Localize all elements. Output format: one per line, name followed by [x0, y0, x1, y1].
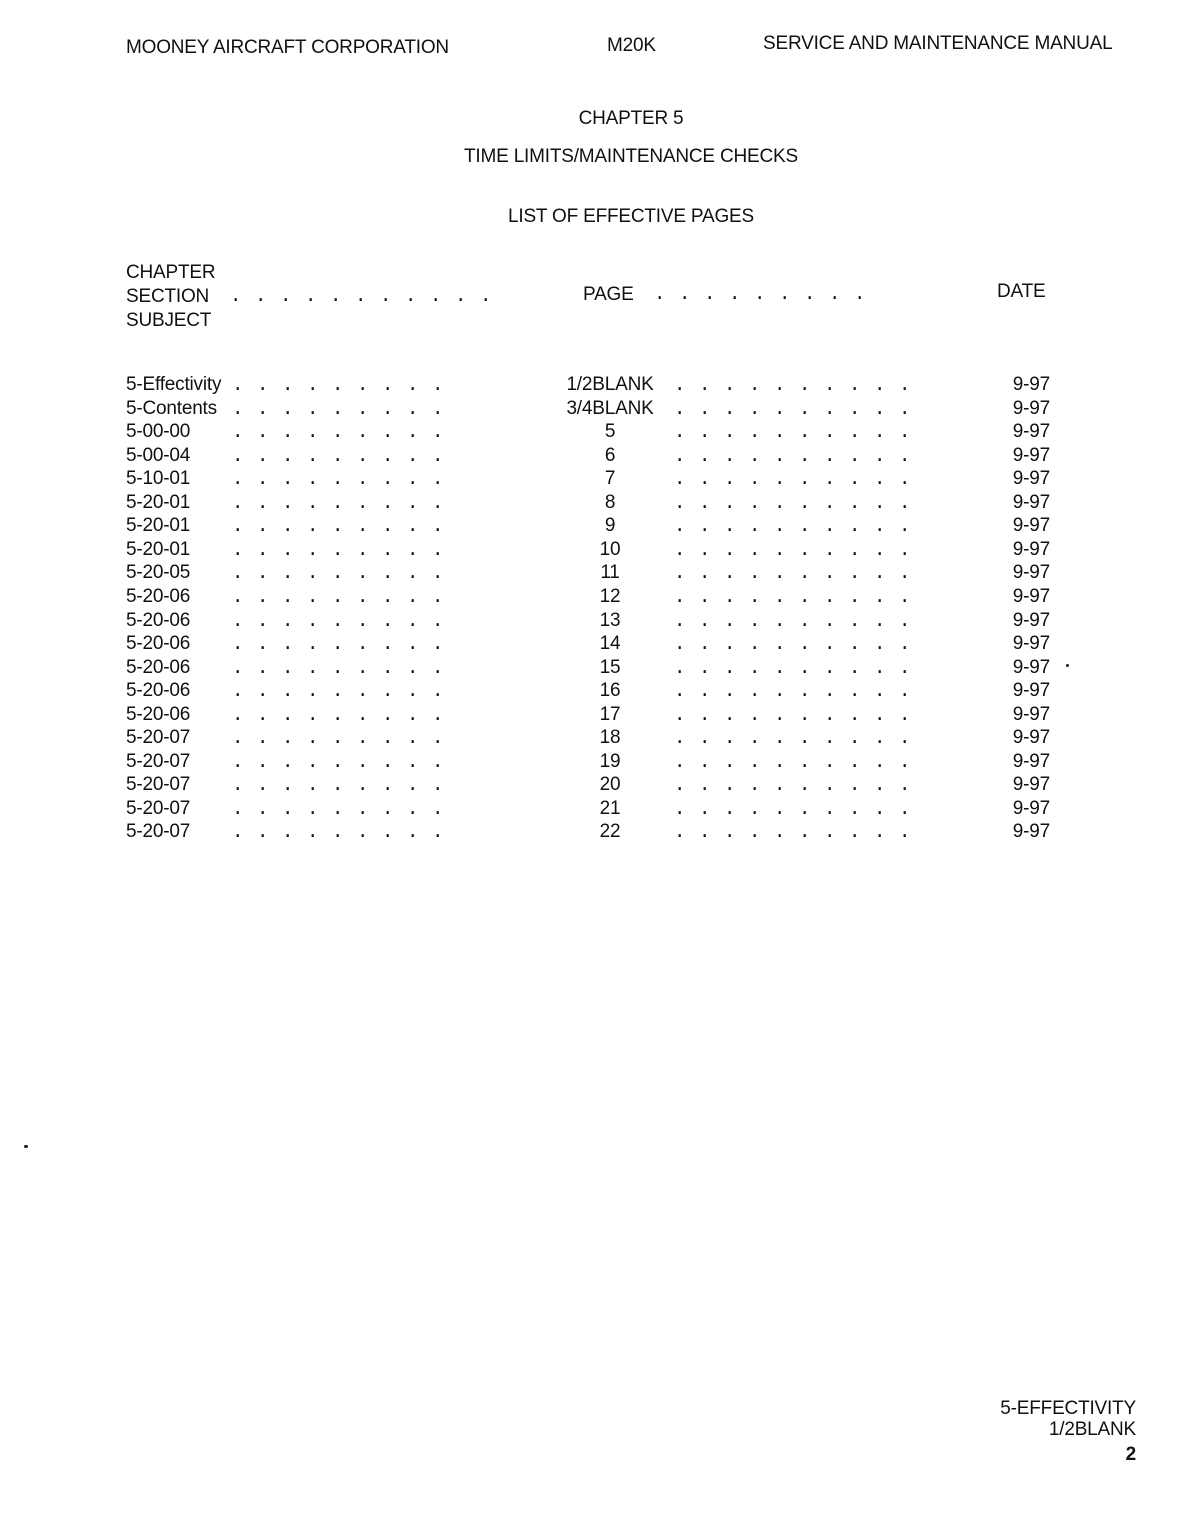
entry-page: 6	[604, 444, 616, 466]
entry-date: 9-97	[1012, 609, 1050, 631]
leader-dots: ..........	[674, 491, 925, 514]
column-header-subject	[126, 261, 215, 333]
leader-dots: .........	[232, 421, 458, 444]
list-item	[126, 398, 1056, 422]
entry-page: 11	[600, 562, 620, 584]
entry-date: 9-97	[1012, 703, 1050, 725]
leader-dots: .........	[232, 680, 458, 703]
list-item	[126, 539, 1056, 563]
entry-page: 3/4BLANK	[566, 397, 654, 419]
leader-dots: ..........	[674, 797, 925, 820]
leader-dots: ...........	[230, 285, 506, 307]
leader-dots: .........	[232, 797, 458, 820]
leader-dots: ..........	[674, 750, 925, 773]
leader-dots: .........	[232, 397, 458, 420]
entry-date: 9-97	[1012, 585, 1050, 607]
entry-date: 9-97	[1012, 515, 1050, 537]
entry-date: 9-97	[1012, 821, 1050, 843]
column-header-subject-label: SUBJECT	[126, 310, 212, 331]
list-item	[126, 774, 1056, 798]
column-header-chapter: CHAPTER	[126, 262, 216, 283]
leader-dots: ..........	[674, 656, 925, 679]
leader-dots: .........	[232, 633, 458, 656]
leader-dots: .........	[232, 538, 458, 561]
entry-subject: 5-20-06	[126, 585, 191, 607]
leader-dots: .........	[232, 444, 458, 467]
entry-page: 5	[604, 421, 616, 443]
entry-subject: 5-20-07	[126, 750, 191, 772]
entry-date: 9-97	[1012, 774, 1050, 796]
list-item	[126, 374, 1056, 398]
list-item	[126, 821, 1056, 845]
entry-subject: 5-20-06	[126, 656, 191, 678]
entry-date: 9-97	[1012, 656, 1050, 678]
leader-dots: .........	[232, 750, 458, 773]
entry-page: 7	[604, 468, 616, 490]
entry-subject: 5-20-06	[126, 703, 191, 725]
leader-dots: ..........	[674, 680, 925, 703]
entry-page: 15	[599, 656, 621, 678]
entry-subject: 5-20-07	[126, 727, 191, 749]
leader-dots: ..........	[674, 774, 925, 797]
column-header-date: DATE	[997, 281, 1046, 302]
list-item	[126, 421, 1056, 445]
entry-subject: 5-Effectivity	[126, 374, 222, 395]
entry-subject: 5-20-01	[126, 515, 191, 537]
list-item	[126, 704, 1056, 728]
entry-page: 21	[599, 797, 621, 819]
leader-dots: ..........	[674, 821, 925, 844]
leader-dots: .........	[232, 491, 458, 514]
leader-dots: ..........	[674, 609, 925, 632]
entry-page: 1/2BLANK	[566, 374, 654, 395]
entry-page: 22	[599, 821, 621, 843]
leader-dots: ..........	[674, 633, 925, 656]
entry-page: 16	[599, 680, 621, 702]
header-manual-title: SERVICE AND MAINTENANCE MANUAL	[763, 33, 1113, 54]
leader-dots: ..........	[674, 374, 925, 396]
entry-subject: 5-00-00	[126, 421, 191, 443]
entry-page: 17	[599, 703, 621, 725]
entry-page: 20	[599, 774, 621, 796]
entry-date: 9-97	[1012, 444, 1050, 466]
entry-page: 8	[604, 491, 616, 513]
leader-dots: ..........	[674, 444, 925, 467]
entry-page: 14	[599, 633, 621, 655]
leader-dots: ..........	[674, 703, 925, 726]
list-item	[126, 586, 1056, 610]
entry-subject: 5-20-05	[126, 562, 191, 584]
entry-subject: 5-10-01	[126, 468, 191, 490]
scan-speck	[1066, 664, 1069, 667]
leader-dots: .........	[232, 468, 458, 491]
list-item	[126, 515, 1056, 539]
list-item	[126, 680, 1056, 704]
entry-date: 9-97	[1012, 562, 1050, 584]
scan-speck	[24, 1145, 28, 1148]
entry-page: 12	[599, 585, 621, 607]
list-item	[126, 445, 1056, 469]
entry-page: 10	[599, 538, 621, 560]
footer-page-number: 2	[1125, 1444, 1136, 1465]
entry-subject: 5-Contents	[126, 397, 217, 419]
leader-dots: ..........	[674, 515, 925, 538]
entry-date: 9-97	[1012, 421, 1050, 443]
entry-subject: 5-20-01	[126, 538, 191, 560]
entry-page: 13	[599, 609, 621, 631]
entry-subject: 5-20-06	[126, 609, 191, 631]
leader-dots: .........	[232, 727, 458, 750]
header-model: M20K	[607, 35, 656, 56]
leader-dots: .........	[232, 585, 458, 608]
entry-date: 9-97	[1012, 491, 1050, 513]
list-item	[126, 727, 1056, 751]
entry-subject: 5-20-07	[126, 821, 191, 843]
column-header-page: PAGE	[583, 284, 634, 305]
list-item	[126, 562, 1056, 586]
entry-page: 18	[599, 727, 621, 749]
chapter-title: CHAPTER 5	[578, 108, 684, 129]
leader-dots: .........	[232, 515, 458, 538]
leader-dots: .........	[232, 562, 458, 585]
header-company: MOONEY AIRCRAFT CORPORATION	[126, 37, 449, 58]
entry-date: 9-97	[1012, 397, 1050, 419]
footer-section: 5-EFFECTIVITY	[1000, 1398, 1136, 1419]
leader-dots: .........	[232, 703, 458, 726]
leader-dots: ..........	[674, 538, 925, 561]
entry-date: 9-97	[1012, 468, 1050, 490]
entry-subject: 5-20-06	[126, 633, 191, 655]
leader-dots: .........	[232, 821, 458, 844]
list-item	[126, 798, 1056, 822]
entry-subject: 5-20-07	[126, 774, 191, 796]
entry-subject: 5-20-06	[126, 680, 191, 702]
entry-date: 9-97	[1012, 727, 1050, 749]
list-item	[126, 633, 1056, 657]
entry-date: 9-97	[1012, 750, 1050, 772]
entry-date: 9-97	[1012, 374, 1050, 395]
entry-subject: 5-20-01	[126, 491, 191, 513]
entry-date: 9-97	[1012, 797, 1050, 819]
entry-subject: 5-20-07	[126, 797, 191, 819]
list-item	[126, 610, 1056, 634]
leader-dots: .........	[232, 656, 458, 679]
entry-date: 9-97	[1012, 633, 1050, 655]
entry-page: 9	[604, 515, 616, 537]
list-title: LIST OF EFFECTIVE PAGES	[508, 206, 754, 227]
leader-dots: .........	[232, 774, 458, 797]
column-header-section: SECTION	[126, 286, 210, 307]
leader-dots: ..........	[674, 397, 925, 420]
leader-dots: .........	[654, 283, 880, 305]
footer-page-ref: 1/2BLANK	[1048, 1419, 1136, 1440]
leader-dots: .........	[232, 609, 458, 632]
leader-dots: ..........	[674, 562, 925, 585]
entry-date: 9-97	[1012, 538, 1050, 560]
leader-dots: ..........	[674, 727, 925, 750]
leader-dots: ..........	[674, 585, 925, 608]
list-item	[126, 751, 1056, 775]
list-item	[126, 468, 1056, 492]
entry-subject: 5-00-04	[126, 444, 191, 466]
entry-date: 9-97	[1012, 680, 1050, 702]
chapter-subject-title: TIME LIMITS/MAINTENANCE CHECKS	[464, 146, 798, 167]
leader-dots: ..........	[674, 468, 925, 491]
leader-dots: ..........	[674, 421, 925, 444]
leader-dots: .........	[232, 374, 458, 396]
list-item	[126, 492, 1056, 516]
entry-page: 19	[599, 750, 621, 772]
list-item	[126, 657, 1056, 681]
